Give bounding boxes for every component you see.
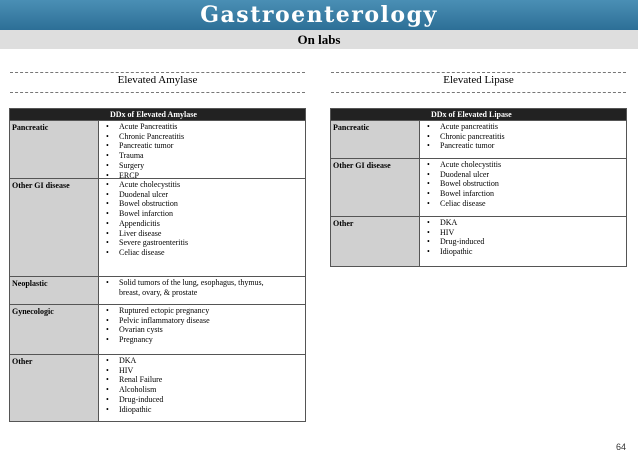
table-header-row — [10, 109, 305, 120]
amylase-ddx-table — [9, 108, 306, 422]
list-item: • Bowel infarction — [427, 189, 501, 199]
row-category: Other GI disease — [331, 159, 420, 217]
table-row — [331, 216, 626, 266]
list-item: • Bowel obstruction — [427, 179, 501, 189]
divider-line — [331, 72, 626, 73]
left-heading: Elevated Amylase — [117, 74, 198, 86]
row-items — [106, 180, 188, 258]
table-header-row — [331, 109, 626, 120]
list-item: • Pancreatic tumor — [106, 141, 184, 151]
list-item: • Liver disease — [106, 229, 188, 239]
list-item: • Acute cholecystitis — [427, 160, 501, 170]
row-category: Other GI disease — [10, 179, 99, 277]
lipase-ddx-table — [330, 108, 627, 267]
list-item: • Alcoholism — [106, 385, 163, 395]
list-item: • Acute cholecystitis — [106, 180, 188, 190]
divider-line — [10, 72, 305, 73]
list-item: • Renal Failure — [106, 375, 163, 385]
list-item: • HIV — [106, 366, 163, 376]
row-category: Pancreatic — [331, 121, 420, 159]
list-item: • Celiac disease — [106, 248, 188, 258]
row-items — [106, 306, 210, 345]
subtitle-bar — [0, 30, 638, 49]
list-item: • Ovarian cysts — [106, 325, 210, 335]
list-item: • Pregnancy — [106, 335, 210, 345]
list-item: • Idiopathic — [427, 247, 484, 257]
row-category: Neoplastic — [10, 277, 99, 305]
list-item: • ERCP — [106, 171, 184, 181]
list-item: • Surgery — [106, 161, 184, 171]
row-items — [106, 278, 264, 297]
list-item: • Appendicitis — [106, 219, 188, 229]
list-item: • Solid tumors of the lung, esophagus, thymus, — [106, 278, 264, 288]
table-row — [331, 158, 626, 217]
table-row — [10, 304, 305, 355]
list-item: • DKA — [427, 218, 484, 228]
list-item: • Acute pancreatitis — [427, 122, 505, 132]
divider-line — [331, 92, 626, 93]
page-number: 64 — [615, 442, 626, 452]
list-item: • Duodenal ulcer — [427, 170, 501, 180]
row-items — [106, 356, 163, 414]
table-row — [10, 354, 305, 421]
list-item: • Celiac disease — [427, 199, 501, 209]
table-row — [331, 120, 626, 159]
row-category: Other — [331, 217, 420, 266]
row-items — [106, 122, 184, 180]
list-item: • Pelvic inflammatory disease — [106, 316, 210, 326]
page-subtitle: On labs — [297, 32, 341, 47]
table-row — [10, 120, 305, 179]
table-row — [10, 276, 305, 305]
list-item: • Trauma — [106, 151, 184, 161]
list-item: • Bowel infarction — [106, 209, 188, 219]
right-heading: Elevated Lipase — [443, 74, 514, 86]
list-item: • Duodenal ulcer — [106, 190, 188, 200]
page-title: Gastroenterology — [200, 2, 438, 28]
title-banner — [0, 0, 638, 30]
list-item: breast, ovary, & prostate — [119, 287, 198, 297]
list-item: • Drug-induced — [427, 237, 484, 247]
list-item: • Idiopathic — [106, 405, 163, 415]
table-header: DDx of Elevated Lipase — [431, 110, 512, 119]
list-item: • Bowel obstruction — [106, 199, 188, 209]
row-category: Pancreatic — [10, 121, 99, 179]
list-item: • Chronic Pancreatitis — [106, 132, 184, 142]
row-items — [427, 160, 501, 209]
list-item: • DKA — [106, 356, 163, 366]
row-category: Gynecologic — [10, 305, 99, 355]
list-item: • Chronic pancreatitis — [427, 132, 505, 142]
table-row — [10, 178, 305, 277]
row-items — [427, 218, 484, 257]
divider-line — [10, 92, 305, 93]
list-item: • HIV — [427, 228, 484, 238]
list-item: • Pancreatic tumor — [427, 141, 505, 151]
list-item: • Severe gastroenteritis — [106, 238, 188, 248]
row-items — [427, 122, 505, 151]
list-item: • Ruptured ectopic pregnancy — [106, 306, 210, 316]
list-item: • Acute Pancreatitis — [106, 122, 184, 132]
row-category: Other — [10, 355, 99, 421]
table-header: DDx of Elevated Amylase — [110, 110, 197, 119]
list-item: • Drug-induced — [106, 395, 163, 405]
